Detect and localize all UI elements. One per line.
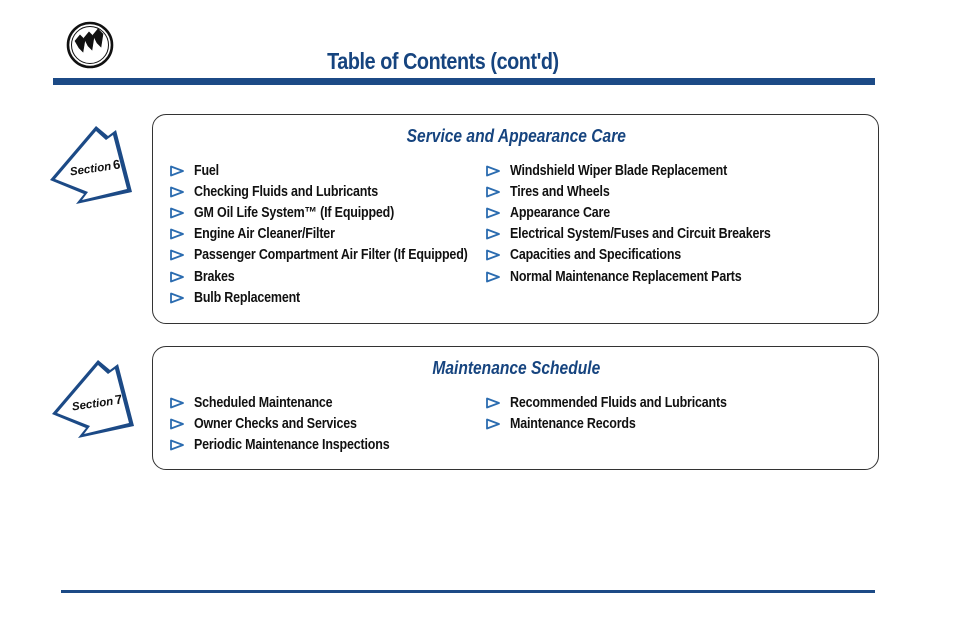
triangle-bullet-icon — [169, 418, 185, 430]
section-7-badge — [48, 354, 144, 446]
toc-entry-label: Engine Air Cleaner/Filter — [194, 226, 335, 243]
section-6-left-column — [169, 160, 512, 308]
section-6-right-column — [485, 160, 813, 287]
section-6-badge — [46, 120, 142, 212]
toc-entry-label: Electrical System/Fuses and Circuit Breakers — [510, 226, 771, 243]
triangle-bullet-icon — [485, 165, 501, 177]
toc-entry-label: Bulb Replacement — [194, 289, 301, 306]
toc-entry-periodic-inspections[interactable] — [169, 434, 421, 455]
toc-entry-replacement-parts[interactable] — [485, 266, 813, 287]
toc-entry-wiper-blade[interactable] — [485, 160, 813, 181]
toc-entry-tires-wheels[interactable] — [485, 181, 813, 202]
toc-entry-label: Brakes — [194, 268, 235, 285]
triangle-bullet-icon — [169, 249, 185, 261]
toc-entry-engine-air-cleaner[interactable] — [169, 224, 512, 245]
section-7-left-column — [169, 392, 421, 456]
triangle-bullet-icon — [169, 439, 185, 451]
toc-entry-label: Maintenance Records — [510, 415, 636, 432]
triangle-bullet-icon — [169, 186, 185, 198]
toc-entry-label: Windshield Wiper Blade Replacement — [510, 162, 728, 179]
toc-entry-bulb-replacement[interactable] — [169, 287, 512, 308]
triangle-bullet-icon — [485, 418, 501, 430]
footer-rule — [61, 590, 875, 593]
toc-entry-brakes[interactable] — [169, 266, 512, 287]
triangle-bullet-icon — [485, 397, 501, 409]
toc-entry-electrical-system[interactable] — [485, 224, 813, 245]
triangle-bullet-icon — [485, 271, 501, 283]
badge-number: 6 — [111, 156, 122, 173]
toc-entry-checking-fluids[interactable] — [169, 181, 512, 202]
triangle-bullet-icon — [485, 249, 501, 261]
title-rule — [53, 78, 875, 85]
section-6-panel — [152, 114, 879, 324]
toc-entry-owner-checks[interactable] — [169, 413, 421, 434]
triangle-bullet-icon — [169, 165, 185, 177]
toc-entry-label: Checking Fluids and Lubricants — [194, 183, 378, 200]
badge-word: Section — [69, 160, 113, 179]
toc-entry-scheduled-maintenance[interactable] — [169, 392, 421, 413]
toc-entry-label: Capacities and Specifications — [510, 247, 682, 264]
toc-entry-label: Fuel — [194, 162, 219, 179]
toc-entry-label: Periodic Maintenance Inspections — [194, 436, 390, 453]
badge-word: Section — [71, 395, 115, 414]
triangle-bullet-icon — [485, 228, 501, 240]
toc-entry-label: Owner Checks and Services — [194, 415, 357, 432]
triangle-bullet-icon — [169, 228, 185, 240]
toc-entry-recommended-fluids[interactable] — [485, 392, 762, 413]
section-heading: Service and Appearance Care — [406, 126, 626, 146]
toc-entry-passenger-air-filter[interactable] — [169, 245, 512, 266]
toc-entry-capacities[interactable] — [485, 245, 813, 266]
toc-entry-maintenance-records[interactable] — [485, 413, 762, 434]
toc-entry-label: Recommended Fluids and Lubricants — [510, 394, 727, 411]
page-title: Table of Contents (cont'd) — [327, 48, 559, 74]
triangle-bullet-icon — [169, 292, 185, 304]
toc-entry-appearance-care[interactable] — [485, 202, 813, 223]
toc-entry-label: Scheduled Maintenance — [194, 394, 333, 411]
toc-entry-label: Passenger Compartment Air Filter (If Equipped) — [194, 247, 468, 264]
triangle-bullet-icon — [169, 207, 185, 219]
toc-entry-label: Tires and Wheels — [510, 183, 610, 200]
toc-entry-label: Appearance Care — [510, 204, 611, 221]
badge-number: 7 — [113, 391, 124, 408]
section-heading: Maintenance Schedule — [432, 358, 601, 378]
section-7-panel — [152, 346, 879, 470]
triangle-bullet-icon — [169, 271, 185, 283]
toc-entry-fuel[interactable] — [169, 160, 512, 181]
toc-entry-oil-life-system[interactable] — [169, 202, 512, 223]
triangle-bullet-icon — [169, 397, 185, 409]
triangle-bullet-icon — [485, 186, 501, 198]
triangle-bullet-icon — [485, 207, 501, 219]
toc-entry-label: GM Oil Life System™ (If Equipped) — [194, 204, 395, 221]
section-7-right-column — [485, 392, 762, 434]
toc-entry-label: Normal Maintenance Replacement Parts — [510, 268, 742, 285]
